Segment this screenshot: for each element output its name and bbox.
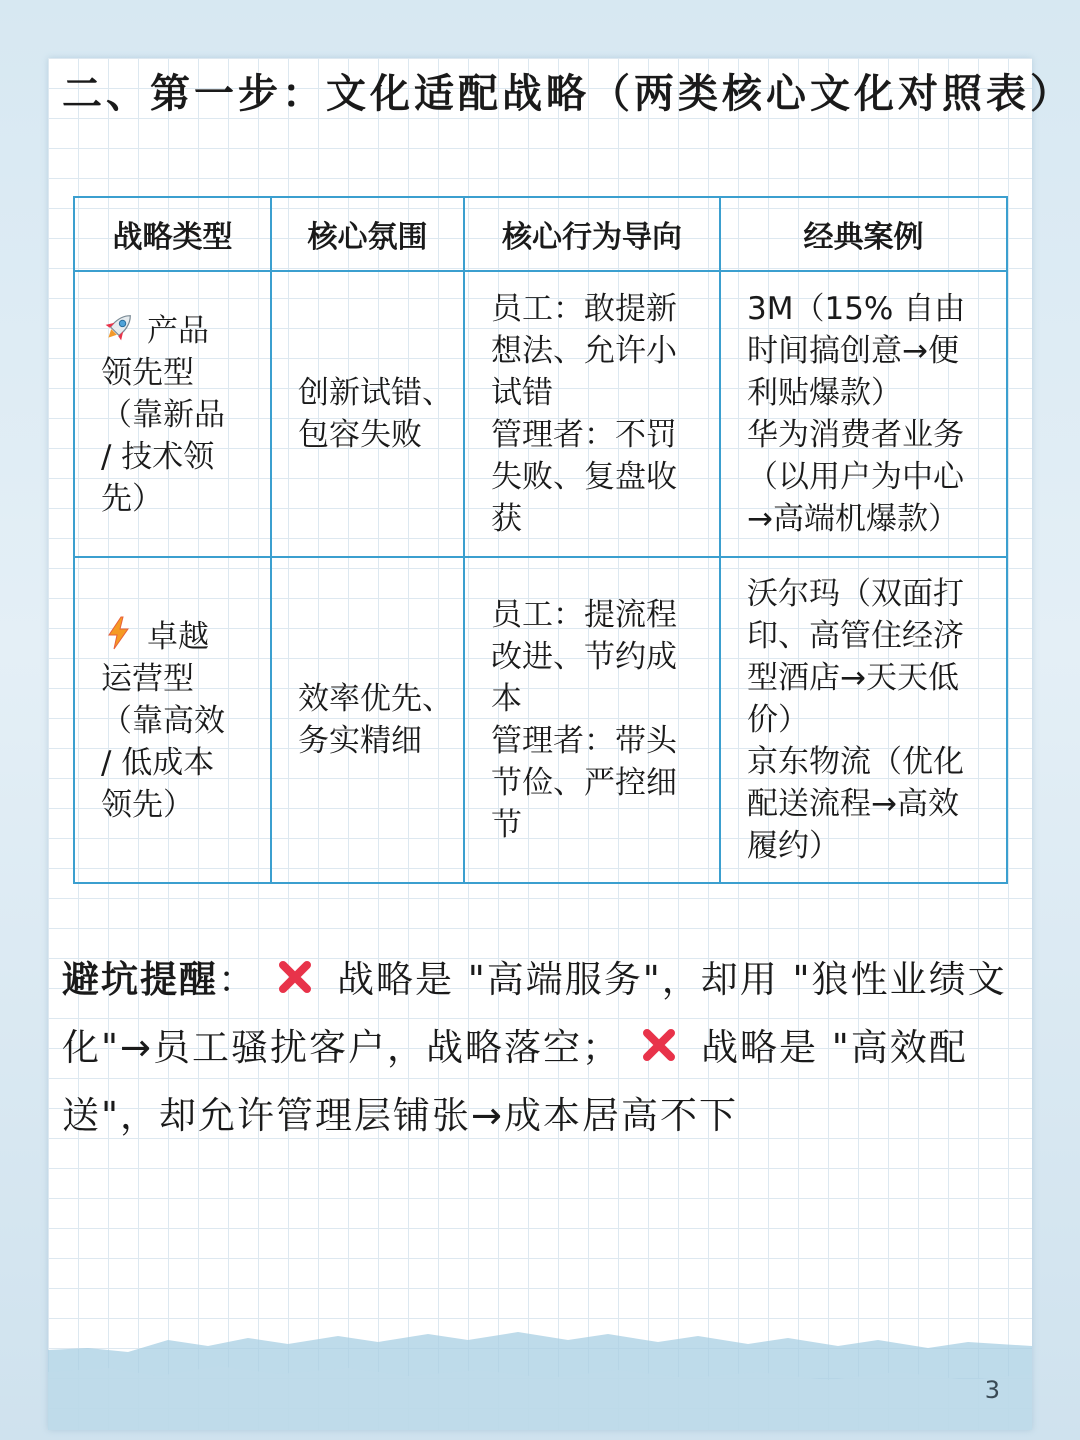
warning-item-1: 战略是 "高端服务"，却用 "狼性业绩文化"→员工骚扰客户，战略落空； (62, 958, 1007, 1069)
atmosphere-line: 效率优先、 (298, 681, 453, 717)
behavior-line: 失败、复盘收 (491, 459, 677, 495)
culture-comparison-table (73, 196, 1008, 884)
cell-strategy-type (74, 557, 271, 883)
warning-item-2: 战略是 "高效配送"，却允许管理层铺张→成本居高不下 (62, 1026, 968, 1137)
strategy-type-line: 卓越 (147, 618, 209, 655)
cross-mark-icon (275, 957, 315, 997)
atmosphere-line: 创新试错、 (298, 375, 453, 411)
case-line: 利贴爆款） (747, 375, 902, 411)
case-line: 价） (747, 702, 809, 738)
strategy-type-line: / 技术领 (101, 438, 215, 475)
decorative-wave (48, 1310, 1032, 1430)
behavior-line: 试错 (491, 375, 553, 411)
warning-label: 避坑提醒 (62, 958, 218, 1001)
cell-core-behavior (464, 271, 720, 557)
warning-colon: ： (218, 958, 257, 1001)
case-line: 时间搞创意→便 (747, 333, 959, 369)
strategy-type-line: / 低成本 (101, 744, 215, 781)
behavior-line: 获 (491, 501, 522, 537)
case-line: （以用户为中心 (747, 459, 964, 495)
pitfall-warning (62, 946, 1017, 1150)
strategy-type-line: 先） (101, 480, 163, 517)
rocket-icon (101, 309, 137, 345)
strategy-type-line: 领先型 (101, 354, 194, 391)
cell-core-behavior (464, 557, 720, 883)
case-line: 型酒店→天天低 (747, 660, 959, 696)
behavior-line: 员工：提流程 (491, 597, 677, 633)
behavior-line: 想法、允许小 (491, 333, 677, 369)
strategy-type-line: 领先） (101, 786, 194, 823)
case-line: 印、高管住经济 (747, 618, 964, 654)
atmosphere-line: 包容失败 (298, 417, 422, 453)
table-row-operational-excellence (74, 557, 1007, 883)
strategy-type-text (101, 309, 260, 520)
cell-strategy-type (74, 271, 271, 557)
atmosphere-line: 务实精细 (298, 723, 422, 759)
strategy-type-line: 产品 (147, 312, 209, 349)
page-title: 二、第一步：文化适配战略（两类核心文化对照表） (62, 71, 1074, 117)
header-core-atmosphere: 核心氛围 (271, 197, 464, 271)
behavior-line: 本 (491, 681, 522, 717)
strategy-type-line: （靠新品 (101, 396, 225, 433)
cell-core-atmosphere (271, 557, 464, 883)
case-line: 沃尔玛（双面打 (747, 576, 964, 612)
cell-classic-cases (720, 557, 1007, 883)
behavior-line: 节 (491, 807, 522, 843)
cross-mark-icon (639, 1025, 679, 1065)
table-header-row (74, 197, 1007, 271)
lightning-icon (101, 615, 137, 651)
cell-core-atmosphere (271, 271, 464, 557)
case-line: 配送流程→高效 (747, 786, 959, 822)
header-strategy-type: 战略类型 (74, 197, 271, 271)
table-row-product-leadership (74, 271, 1007, 557)
case-line: 履约） (747, 828, 840, 864)
behavior-line: 改进、节约成 (491, 639, 677, 675)
strategy-type-text (101, 615, 260, 826)
cell-classic-cases (720, 271, 1007, 557)
case-line: 华为消费者业务 (747, 417, 964, 453)
behavior-line: 管理者：不罚 (491, 417, 677, 453)
case-line: →高端机爆款） (747, 501, 959, 537)
page-number: 3 (984, 1376, 1000, 1404)
strategy-type-line: （靠高效 (101, 702, 225, 739)
strategy-type-line: 运营型 (101, 660, 194, 697)
header-classic-cases: 经典案例 (720, 197, 1007, 271)
header-core-behavior: 核心行为导向 (464, 197, 720, 271)
behavior-line: 节俭、严控细 (491, 765, 677, 801)
behavior-line: 管理者：带头 (491, 723, 677, 759)
behavior-line: 员工：敢提新 (491, 291, 677, 327)
case-line: 3M（15% 自由 (747, 291, 966, 327)
case-line: 京东物流（优化 (747, 744, 964, 780)
